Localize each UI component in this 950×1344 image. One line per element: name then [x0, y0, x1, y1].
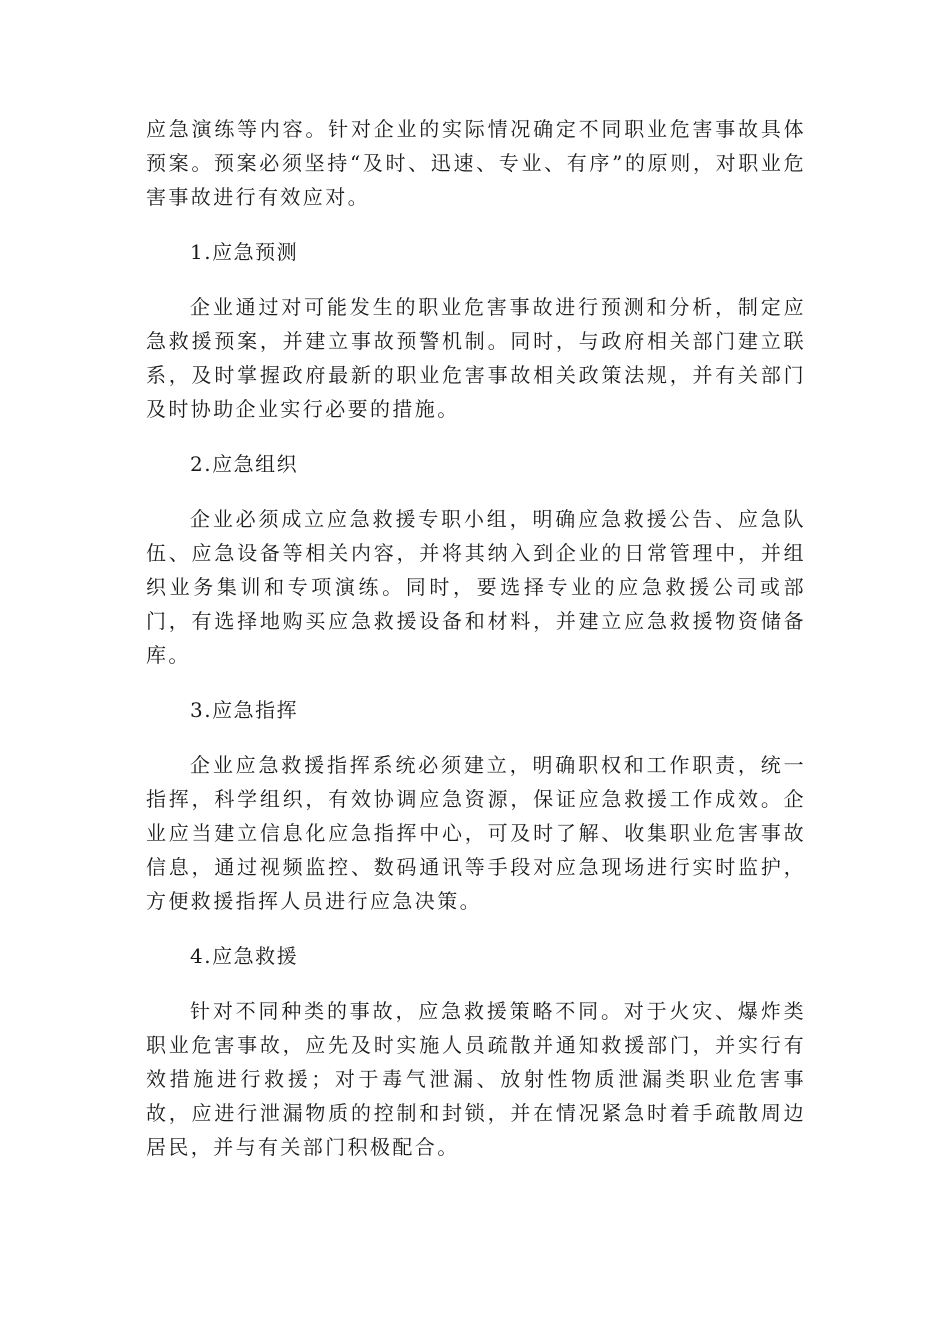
section-body-organization: 企业必须成立应急救援专职小组，明确应急救援公告、应急队伍、应急设备等相关内容，并将其纳入到企业的日常管理中，并组织业务集训和专项演练。同时，要选择专业的应急救援公司或部门，有选择地购买应急救援设备和材料，并建立应急救援物资储备库。 — [146, 507, 806, 667]
intro-paragraph: 应急演练等内容。针对企业的实际情况确定不同职业危害事故具体预案。预案必须坚持“及时、迅速、专业、有序”的原则，对职业危害事故进行有效应对。 — [146, 117, 806, 209]
section-body-command: 企业应急救援指挥系统必须建立，明确职权和工作职责，统一指挥，科学组织，有效协调应急资源，保证应急救援工作成效。企业应当建立信息化应急指挥中心，可及时了解、收集职业危害事故信息，通过视频监控、数码通讯等手段对应急现场进行实时监护，方便救援指挥人员进行应急决策。 — [146, 753, 806, 913]
section-heading-rescue: 4.应急救援 — [190, 944, 299, 968]
section-heading-organization: 2.应急组织 — [190, 452, 299, 476]
section-body-forecast: 企业通过对可能发生的职业危害事故进行预测和分析，制定应急救援预案，并建立事故预警机制。同时，与政府相关部门建立联系，及时掌握政府最新的职业危害事故相关政策法规，并有关部门及时协助企业实行必要的措施。 — [146, 295, 806, 421]
section-body-rescue: 针对不同种类的事故，应急救援策略不同。对于火灾、爆炸类职业危害事故，应先及时实施人员疏散并通知救援部门，并实行有效措施进行救援；对于毒气泄漏、放射性物质泄漏类职业危害事故，应进行泄漏物质的控制和封锁，并在情况紧急时着手疏散周边居民，并与有关部门积极配合。 — [146, 999, 806, 1159]
section-heading-forecast: 1.应急预测 — [190, 240, 299, 264]
section-heading-command: 3.应急指挥 — [190, 698, 299, 722]
document-body — [146, 112, 806, 1185]
